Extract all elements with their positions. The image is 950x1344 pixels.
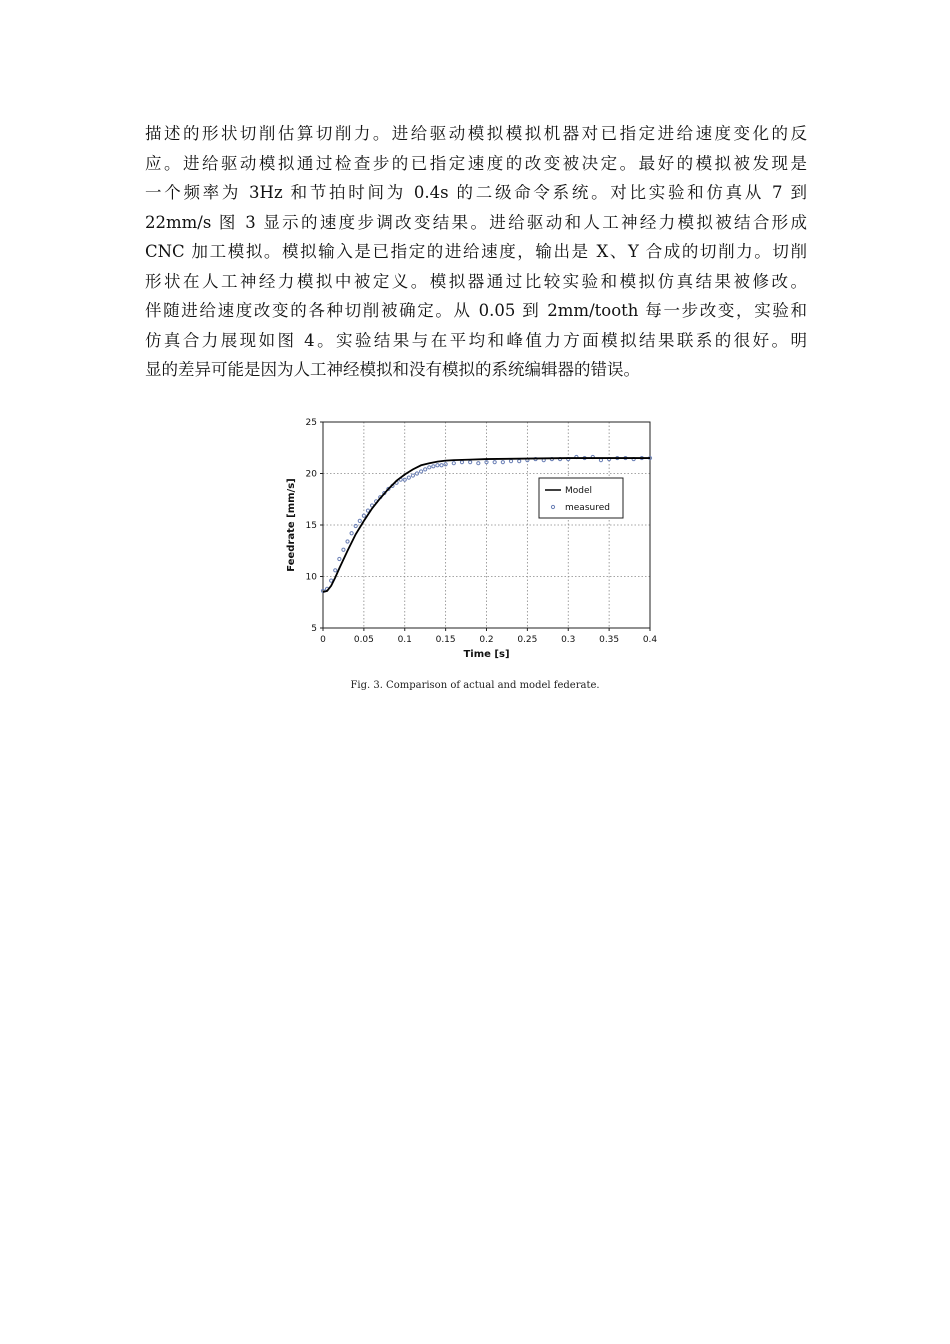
measured-point (477, 462, 480, 465)
y-tick-label: 25 (305, 418, 317, 428)
x-axis-title: Time [s] (463, 649, 510, 660)
measured-point (411, 474, 414, 477)
chart-legend (539, 478, 623, 518)
measured-point (460, 461, 463, 464)
measured-point (338, 557, 341, 560)
paragraph-line: 22mm/s 图 3 显示的速度步调改变结果。进给驱动和人工神经力模拟被结合形成 (145, 212, 807, 232)
figure-caption: Fig. 3. Comparison of actual and model federate. (350, 680, 600, 691)
x-tick-label: 0.25 (517, 635, 538, 645)
paragraph-line: 一个频率为 3Hz 和节拍时间为 0.4s 的二级命令系统。对比实验和仿真从 7 到 (145, 183, 807, 202)
measured-point (420, 470, 423, 473)
measured-point (342, 548, 345, 551)
measured-point (415, 472, 418, 475)
paragraph-line: 仿真合力展现如图 4。实验结果与在平均和峰值力方面模拟结果联系的很好。明 (145, 330, 807, 350)
measured-point (354, 524, 357, 527)
grid-lines (323, 422, 650, 628)
x-tick-label: 0.1 (397, 635, 412, 645)
body-paragraph (145, 119, 807, 385)
measured-point (334, 569, 337, 572)
y-tick-label: 15 (305, 521, 317, 531)
measured-point (485, 461, 488, 464)
paragraph-line: 伴随进给速度改变的各种切削被确定。从 0.05 到 2mm/tooth 每一步改变，实验和 (145, 301, 807, 320)
paragraph-line: CNC 加工模拟。模拟输入是已指定的进给速度，输出是 X、Y 合成的切削力。切削 (145, 242, 807, 261)
feedrate-figure (280, 412, 660, 670)
y-axis-title: Feedrate [mm/s] (286, 478, 297, 572)
y-tick-label: 20 (305, 469, 317, 480)
x-tick-label: 0.3 (561, 635, 576, 645)
x-tick-label: 0.2 (479, 635, 494, 645)
measured-point (362, 514, 365, 517)
paragraph-line: 形状在人工神经力模拟中被定义。模拟器通过比较实验和模拟仿真结果被修改。 (145, 271, 807, 291)
x-tick-label: 0 (320, 635, 326, 645)
measured-point (424, 468, 427, 471)
paragraph-line: 描述的形状切削估算切削力。进给驱动模拟模拟机器对已指定进给速度变化的反 (145, 124, 807, 143)
measured-point (469, 461, 472, 464)
measured-point (599, 459, 602, 462)
x-tick-label: 0.35 (599, 635, 620, 645)
legend-model-label: Model (565, 486, 593, 496)
measured-point (501, 461, 504, 464)
y-tick-label: 5 (311, 624, 317, 634)
paragraph-line: 应。进给驱动模拟通过检查步的已指定速度的改变被决定。最好的模拟被发现是 (145, 153, 807, 173)
y-tick-label: 10 (305, 572, 317, 583)
measured-point (518, 460, 521, 463)
measured-point (509, 460, 512, 463)
measured-point (432, 465, 435, 468)
paragraph-line: 显的差异可能是因为人工神经模拟和没有模拟的系统编辑器的错误。 (145, 360, 640, 379)
measured-point (407, 476, 410, 479)
measured-point (436, 464, 439, 467)
measured-point (493, 461, 496, 464)
measured-point (403, 478, 406, 481)
measured-point (358, 519, 361, 522)
x-tick-label: 0.05 (353, 635, 374, 645)
measured-point (452, 462, 455, 465)
measured-point (350, 532, 353, 535)
legend-measured-label: measured (565, 503, 610, 513)
feedrate-chart (280, 412, 660, 670)
x-tick-label: 0.4 (642, 635, 658, 645)
x-tick-label: 0.15 (435, 635, 456, 645)
measured-point (428, 466, 431, 469)
measured-point (440, 464, 443, 467)
measured-point (346, 540, 349, 543)
